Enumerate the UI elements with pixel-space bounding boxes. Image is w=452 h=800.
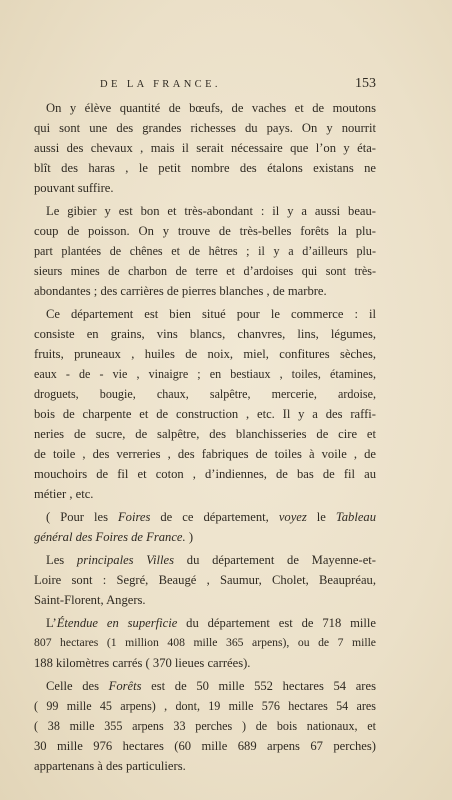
text-segment: 30 mille 976 hectares (60 mille 689 arpens 67 perches) xyxy=(34,739,376,753)
text-line xyxy=(34,344,376,364)
paragraph xyxy=(34,507,376,547)
text-line xyxy=(34,613,376,633)
text-line xyxy=(34,138,376,158)
text-line xyxy=(34,527,376,547)
text-segment: abondantes ; des carrières de pierres blanches , de marbre. xyxy=(34,284,327,298)
text-line xyxy=(34,98,376,118)
text-segment: le xyxy=(306,510,336,524)
text-line xyxy=(34,653,376,673)
text-line xyxy=(34,590,376,610)
text-segment: Celle des xyxy=(46,679,109,693)
text-segment: blît des haras , le petit nombre des étalons existans ne xyxy=(34,161,376,175)
text-segment: qui sont une des grandes richesses du pays. On y nourrit xyxy=(34,121,376,135)
paragraph xyxy=(34,201,376,301)
text-segment: 807 hectares (1 million 408 mille 365 arpens), ou de 7 mille xyxy=(34,636,376,649)
text-line xyxy=(34,118,376,138)
italic-text: voyez xyxy=(278,510,307,524)
text-line xyxy=(34,281,376,301)
running-head: DE LA FRANCE. xyxy=(100,79,221,90)
text-segment: de toile , des verreries , des fabriques de toiles à voile , de xyxy=(34,447,376,461)
text-segment: Le gibier y est bon et très-abondant : il y a aussi beau- xyxy=(46,204,376,218)
text-line xyxy=(34,444,376,464)
text-segment: L’ xyxy=(46,616,57,630)
text-segment: mouchoirs de fil et coton , d’indiennes, de bas de fil au xyxy=(34,467,376,481)
text-line xyxy=(34,221,376,241)
paragraph xyxy=(34,613,376,673)
text-line xyxy=(34,384,376,404)
text-segment: 188 kilomètres carrés ( 370 lieues carrées). xyxy=(34,656,251,670)
italic-text: Foires xyxy=(117,510,151,524)
paragraph xyxy=(34,304,376,504)
text-line xyxy=(34,178,376,198)
text-segment: ) xyxy=(185,530,194,544)
text-line xyxy=(34,736,376,756)
text-line xyxy=(34,364,376,384)
text-segment: ( 99 mille 45 arpens) , dont, 19 mille 576 hectares 54 ares xyxy=(34,699,376,713)
paragraph xyxy=(34,676,376,776)
text-segment: part plantées de chênes et de hêtres ; il y a d’ailleurs plu- xyxy=(34,244,376,258)
text-segment: Ce département est bien situé pour le commerce : il xyxy=(46,307,376,321)
italic-text: général des Foires de France. xyxy=(34,530,186,544)
text-line xyxy=(34,464,376,484)
text-line xyxy=(34,484,376,504)
paragraph xyxy=(34,98,376,198)
text-segment: neries de sucre, de salpêtre, des blanchisseries de cire et xyxy=(34,427,376,441)
text-line xyxy=(34,261,376,281)
italic-text: Tableau xyxy=(335,510,376,524)
text-line xyxy=(34,424,376,444)
text-segment: bois de charpente et de construction , etc. Il y a des raffi- xyxy=(34,407,376,421)
text-segment: ( 38 mille 355 arpens 33 perches ) de bois nationaux, et xyxy=(34,719,376,733)
text-segment: pouvant suffire. xyxy=(34,181,114,195)
text-segment: ( Pour les xyxy=(46,510,118,524)
text-segment: consiste en grains, vins blancs, chanvres, lins, légumes, xyxy=(34,327,376,341)
text-segment: Les xyxy=(46,553,77,567)
page-header xyxy=(100,76,376,96)
text-line xyxy=(34,633,376,653)
text-segment: Loire sont : Segré, Beaugé , Saumur, Cholet, Beaupréau, xyxy=(34,573,376,587)
text-line xyxy=(34,676,376,696)
page-number: 153 xyxy=(355,76,376,91)
text-line xyxy=(34,201,376,221)
text-segment: de ce département, xyxy=(150,510,279,524)
text-line xyxy=(34,696,376,716)
text-line xyxy=(34,570,376,590)
text-segment: sieurs mines de charbon de terre et d’ardoises qui sont très- xyxy=(34,264,376,278)
text-segment: du département est de 718 mille xyxy=(177,616,376,630)
text-segment: On y élève quantité de bœufs, de vaches et de moutons xyxy=(46,101,376,115)
text-segment: eaux - de - vie , vinaigre ; en bestiaux , toiles, étamines, xyxy=(34,367,376,381)
text-line xyxy=(34,404,376,424)
text-line xyxy=(34,158,376,178)
text-line xyxy=(34,304,376,324)
body-text xyxy=(34,98,376,779)
text-segment: droguets, bougie, chaux, salpêtre, mercerie, ardoise, xyxy=(34,387,376,401)
text-segment: Saint-Florent, Angers. xyxy=(34,593,146,607)
text-segment: métier , etc. xyxy=(34,487,94,501)
text-line xyxy=(34,756,376,776)
text-line xyxy=(34,507,376,527)
italic-text: principales Villes xyxy=(76,553,175,567)
text-line xyxy=(34,324,376,344)
text-segment: appartenans à des particuliers. xyxy=(34,759,186,773)
italic-text: Étendue en superficie xyxy=(56,616,178,630)
text-segment: est de 50 mille 552 hectares 54 ares xyxy=(141,679,376,693)
text-line xyxy=(34,716,376,736)
text-segment: fruits, pruneaux , huiles de noix, miel, confitures sèches, xyxy=(34,347,376,361)
italic-text: Forêts xyxy=(108,679,142,693)
text-segment: coup de poisson. On y trouve de très-belles forêts la plu- xyxy=(34,224,376,238)
text-line xyxy=(34,241,376,261)
text-segment: du département de Mayenne-et- xyxy=(174,553,376,567)
text-segment: aussi des chevaux , mais il serait nécessaire que l’on y éta- xyxy=(34,141,376,155)
paragraph xyxy=(34,550,376,610)
text-line xyxy=(34,550,376,570)
